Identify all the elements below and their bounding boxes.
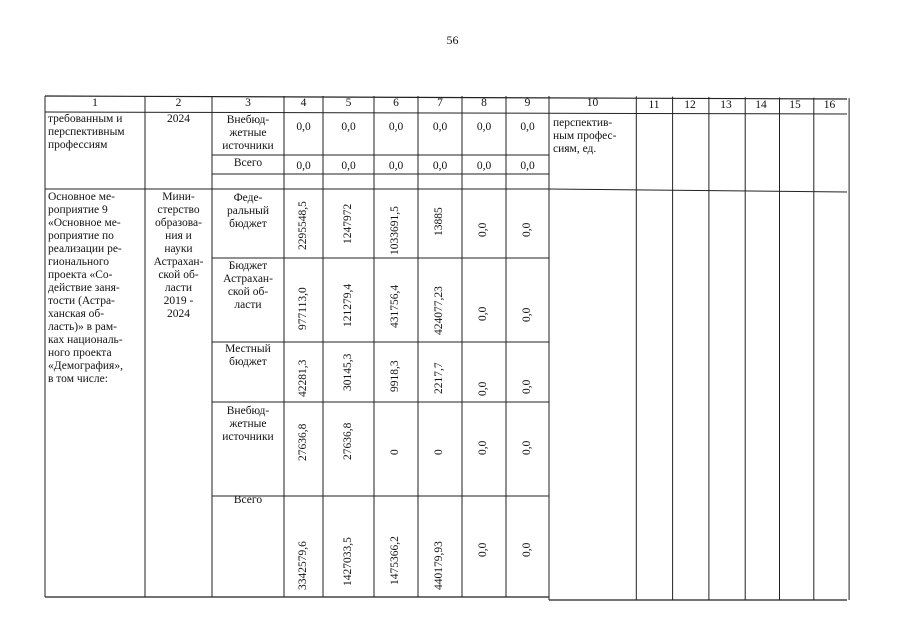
column-header-10: 10 — [586, 97, 599, 109]
funding-source: ласти — [234, 299, 262, 311]
responsible-executor: Астрахан- — [153, 256, 204, 268]
value-cell: 431756,4 — [389, 284, 401, 328]
measure-description: гионального — [48, 256, 110, 268]
measure-description: ках националь- — [48, 334, 123, 346]
funding-source: Всего — [233, 157, 263, 169]
value-cell: 1033691,5 — [389, 206, 401, 255]
indicator-unit: сиям, ед. — [553, 143, 597, 155]
responsible-executor: ласти — [164, 282, 193, 294]
column-header-7: 7 — [437, 97, 443, 109]
measure-description: ханская об- — [48, 308, 105, 320]
value-cell: 27636,8 — [341, 422, 354, 460]
row-label: перспективным — [48, 126, 125, 138]
value-cell: 0,0 — [432, 160, 448, 172]
funding-source: Бюджет — [228, 260, 268, 272]
measure-description: тости (Астра- — [48, 295, 115, 307]
value-cell: 42281,3 — [296, 359, 309, 397]
column-header-2: 2 — [175, 97, 182, 109]
funding-source: ской об- — [227, 286, 269, 298]
value-cell: 0,0 — [520, 440, 533, 455]
funding-source: бюджет — [229, 218, 267, 230]
measure-description: проекта «Со- — [48, 269, 113, 281]
funding-source: жетные — [229, 127, 267, 139]
value-cell: 0,0 — [520, 160, 535, 172]
funding-source: источники — [222, 431, 274, 443]
value-cell: 2295548,5 — [296, 201, 309, 250]
value-cell: 0,0 — [520, 379, 533, 394]
value-cell: 121279,4 — [341, 283, 354, 327]
row-label: профессиям — [48, 139, 108, 151]
funding-source: Внебюд- — [226, 405, 270, 417]
value-cell: 30145,3 — [341, 353, 354, 391]
measure-description: реализации ре- — [48, 243, 122, 255]
measure-description: ласть)» в рам- — [48, 321, 117, 333]
value-cell: 0,0 — [520, 542, 533, 557]
column-header-13: 13 — [720, 99, 732, 111]
measure-description: «Основное ме- — [48, 217, 121, 229]
responsible-executor: образова- — [155, 217, 202, 229]
period: 2024 — [167, 113, 190, 125]
value-cell: 0,0 — [296, 121, 311, 133]
indicator-unit: перспектив- — [553, 117, 613, 129]
value-cell: 0,0 — [520, 222, 533, 237]
value-cell: 0,0 — [296, 160, 311, 172]
measure-description: «Демография», — [48, 360, 123, 372]
value-cell: 0,0 — [341, 121, 356, 133]
value-cell: 440179,93 — [433, 541, 445, 590]
funding-source: источники — [222, 140, 274, 152]
value-cell: 1427033,5 — [341, 537, 354, 586]
column-header-15: 15 — [789, 99, 801, 111]
value-cell: 2217,7 — [433, 362, 445, 394]
value-cell: 0,0 — [520, 121, 535, 133]
column-header-16: 16 — [823, 99, 836, 111]
value-cell: 0,0 — [477, 440, 489, 455]
funding-source: Внебюд- — [226, 114, 270, 126]
responsible-executor: Мини- — [162, 191, 195, 203]
column-header-6: 6 — [393, 97, 399, 109]
responsible-executor: 2019 - — [163, 295, 194, 307]
responsible-executor: ской об- — [158, 269, 199, 281]
measure-description: роприятие 9 — [48, 204, 108, 216]
measure-description: Основное ме- — [48, 191, 115, 203]
value-cell: 1475366,2 — [389, 536, 401, 585]
value-cell: 0,0 — [477, 542, 489, 557]
column-header-9: 9 — [524, 97, 531, 109]
value-cell: 0,0 — [476, 160, 492, 172]
value-cell: 1247972 — [341, 203, 354, 244]
column-header-8: 8 — [481, 97, 487, 109]
row-label: требованным и — [48, 113, 123, 125]
page-number: 56 — [446, 33, 459, 47]
column-header-14: 14 — [755, 99, 767, 111]
value-cell: 0,0 — [341, 160, 356, 172]
measure-description: ного проекта — [48, 347, 112, 359]
responsible-executor: ния и — [165, 230, 192, 242]
indicator-unit: ным профес- — [553, 130, 617, 142]
value-cell: 0 — [433, 449, 445, 455]
value-cell: 9918,3 — [389, 360, 401, 392]
value-cell: 0 — [389, 449, 401, 455]
responsible-executor: 2024 — [167, 308, 190, 320]
column-header-5: 5 — [345, 97, 352, 109]
value-cell: 0,0 — [477, 222, 489, 237]
value-cell: 0,0 — [432, 121, 448, 133]
value-cell: 424077,23 — [433, 286, 445, 335]
column-header-1: 1 — [92, 97, 98, 109]
value-cell: 13885 — [433, 207, 445, 236]
funding-source: Местный — [225, 343, 271, 355]
value-cell: 0,0 — [477, 381, 489, 396]
value-cell: 3342579,6 — [296, 541, 309, 590]
value-cell: 0,0 — [520, 307, 533, 322]
funding-source: ральный — [227, 205, 269, 217]
funding-source: бюджет — [229, 356, 267, 368]
value-cell: 0,0 — [477, 306, 489, 321]
column-header-11: 11 — [648, 99, 660, 111]
responsible-executor: науки — [164, 243, 193, 255]
value-cell: 27636,8 — [296, 423, 309, 461]
measure-description: роприятие по — [48, 230, 114, 242]
funding-source: Феде- — [233, 192, 263, 204]
value-cell: 0,0 — [388, 121, 404, 133]
column-header-12: 12 — [684, 99, 696, 111]
funding-source: Всего — [233, 494, 263, 506]
measure-description: в том числе: — [48, 373, 108, 385]
measure-description: действие заня- — [48, 282, 120, 294]
responsible-executor: стерство — [157, 204, 200, 216]
value-cell: 0,0 — [388, 160, 404, 172]
value-cell: 0,0 — [476, 121, 492, 133]
funding-source: Астрахан- — [223, 273, 273, 285]
column-header-4: 4 — [300, 97, 307, 109]
funding-source: жетные — [229, 418, 267, 430]
column-header-3: 3 — [245, 97, 251, 109]
value-cell: 977113,0 — [296, 287, 309, 330]
